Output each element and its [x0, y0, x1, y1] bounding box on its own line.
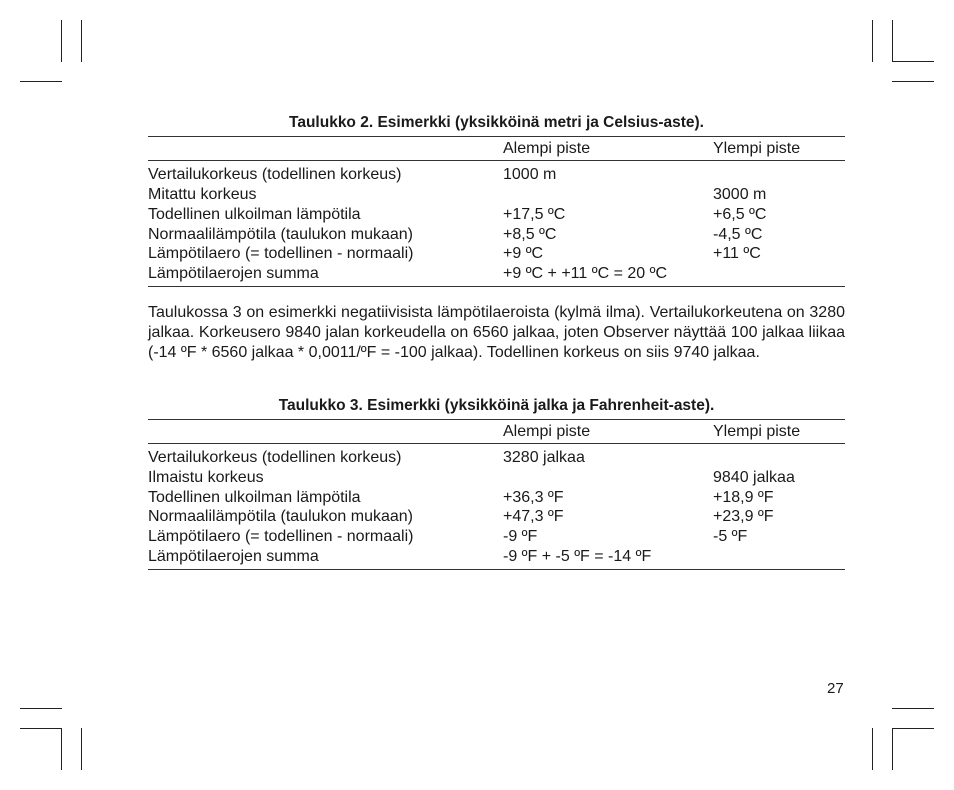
table-header: [148, 139, 845, 159]
table-rule: [148, 286, 845, 287]
table-row: [148, 244, 845, 264]
header-lower: Alempi piste: [503, 140, 591, 157]
row-lower: +8,5 ºC: [503, 226, 557, 243]
crop-mark: [81, 728, 82, 770]
table-3-caption: Taulukko 3. Esimerkki (yksikköinä jalka ja Fahrenheit-aste).: [278, 397, 715, 414]
row-lower: 3280 jalkaa: [503, 449, 585, 466]
crop-mark: [892, 728, 893, 770]
table-row: [148, 507, 845, 527]
row-lower: +36,3 ºF: [503, 489, 564, 506]
row-label: Lämpötilaerojen summa: [148, 265, 319, 282]
table-row: [148, 264, 845, 284]
crop-mark: [892, 20, 893, 62]
row-upper: +11 ºC: [713, 245, 761, 262]
row-lower: -9 ºF + -5 ºF = -14 ºF: [503, 548, 652, 565]
crop-mark: [20, 81, 62, 82]
row-label: Lämpötilaero (= todellinen - normaali): [148, 528, 414, 545]
row-label: Lämpötilaerojen summa: [148, 548, 319, 565]
row-upper: +23,9 ºF: [713, 508, 774, 525]
row-label: Vertailukorkeus (todellinen korkeus): [148, 449, 402, 466]
table-rule: [148, 419, 845, 420]
crop-mark: [892, 728, 934, 729]
crop-mark: [20, 728, 62, 729]
row-upper: -5 ºF: [713, 528, 748, 545]
row-upper: -4,5 ºC: [713, 226, 763, 243]
table-2-caption: Taulukko 2. Esimerkki (yksikköinä metri ja Celsius-aste).: [289, 114, 704, 131]
table-rule: [148, 443, 845, 444]
row-upper: 3000 m: [713, 186, 767, 203]
table-rule: [148, 160, 845, 161]
header-upper: Ylempi piste: [713, 423, 801, 440]
row-lower: +17,5 ºC: [503, 206, 566, 223]
row-lower: +9 ºC + +11 ºC = 20 ºC: [503, 265, 667, 282]
row-label: Normaalilämpötila (taulukon mukaan): [148, 226, 414, 243]
row-lower: +9 ºC: [503, 245, 544, 262]
row-lower: -9 ºF: [503, 528, 538, 545]
crop-mark: [81, 20, 82, 62]
table-row: [148, 225, 845, 245]
table-row: [148, 468, 845, 488]
table-row: [148, 488, 845, 508]
row-label: Todellinen ulkoilman lämpötila: [148, 206, 361, 223]
body-paragraph: Taulukossa 3 on esimerkki negatiivisista lämpötilaeroista (kylmä ilma). Vertailukorkeutena on 3280 jalkaa. Korkeusero 9840 jalan korkeudella on 6560 jalkaa, joten Observer näyttää 100 jalkaa liikaa (-14 ºF * 6560 jalkaa * 0,0011/ºF = -100 jalkaa). Todellinen korkeus on siis 9740 jalkaa.: [148, 304, 845, 361]
row-label: Todellinen ulkoilman lämpötila: [148, 489, 361, 506]
row-lower: +47,3 ºF: [503, 508, 564, 525]
table-row: [148, 205, 845, 225]
table-rule: [148, 136, 845, 137]
crop-mark: [61, 728, 62, 770]
row-label: Vertailukorkeus (todellinen korkeus): [148, 166, 402, 183]
table-row: [148, 185, 845, 205]
crop-mark: [20, 708, 62, 709]
table-row: [148, 165, 845, 185]
page-number: 27: [827, 680, 844, 697]
crop-mark: [892, 61, 934, 62]
row-upper: +6,5 ºC: [713, 206, 767, 223]
crop-mark: [872, 20, 873, 62]
row-label: Lämpötilaero (= todellinen - normaali): [148, 245, 414, 262]
table-row: [148, 547, 845, 567]
row-upper: 9840 jalkaa: [713, 469, 795, 486]
table-header: [148, 422, 845, 442]
row-lower: 1000 m: [503, 166, 557, 183]
row-label: Normaalilämpötila (taulukon mukaan): [148, 508, 414, 525]
crop-mark: [61, 20, 62, 62]
table-row: [148, 448, 845, 468]
row-label: Ilmaistu korkeus: [148, 469, 264, 486]
row-upper: +18,9 ºF: [713, 489, 774, 506]
table-row: [148, 527, 845, 547]
header-upper: Ylempi piste: [713, 140, 801, 157]
row-label: Mitattu korkeus: [148, 186, 257, 203]
crop-mark: [892, 708, 934, 709]
table-rule: [148, 569, 845, 570]
header-lower: Alempi piste: [503, 423, 591, 440]
crop-mark: [872, 728, 873, 770]
crop-mark: [892, 81, 934, 82]
